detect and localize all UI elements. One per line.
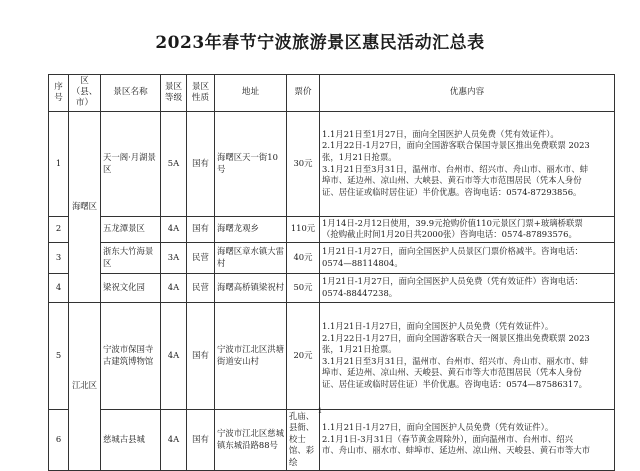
row-num: 2 [49,216,69,242]
district-cell: 海曙区 [69,111,101,302]
scenic-name: 浙东大竹海景区 [101,242,161,273]
benefit-line: 证、居住证或临时居住证）半价优惠。咨询电话：0574—87586317。 [322,378,587,389]
header-address: 地址 [215,75,287,112]
table-row [49,242,615,273]
table-row [49,273,615,302]
ticket-price: 孔庙、县衙、校士馆、彩绘 [287,409,320,470]
benefit-line: 1.1月21日至1月27日，面向全国医护人员免费（凭有效证件）。 [322,128,559,139]
benefit-line: 埠市、延边州、凉山州、天峻县、黄石市等大市范围居民（凭本人身份 [322,367,582,378]
page-number: 1 [317,407,323,415]
table-row [49,216,615,242]
benefit-line: 0574—88114804。 [322,257,403,268]
benefit-line: 张，1月21日抢票。 [322,151,397,162]
benefit-line: 1.1月21日-1月27日，面向全国医护人员免费（凭有效证件）。 [322,320,554,331]
header-num: 序号 [49,75,69,112]
scenic-level: 3A [161,242,187,273]
scenic-address: 宁波市江北区慈城镇东城沿路88号 [215,409,287,470]
benefit-line: 3.1月21日至3月31日，温州市、台州市、绍兴市、舟山市、丽水市、蚌 [322,355,589,366]
benefit-content [320,242,615,273]
benefit-line: 1月21日-1月27日，面向全国医护人员景区门票价格减半。咨询电话： [322,246,583,257]
table-row [49,409,615,470]
scenic-name: 慈城古县城 [101,409,161,470]
benefit-line: 张，1月21日抢票。 [322,344,397,355]
ticket-price: 30元 [287,111,320,216]
benefit-content [320,302,615,409]
benefit-content [320,216,615,242]
scenic-nature: 民营 [187,242,215,273]
header-level: 景区等级 [161,75,187,112]
benefit-line: 市、舟山市、丽水市、蚌埠市、延边州、凉山州、天峻县、黄石市等大市 [322,445,590,456]
ticket-price: 20元 [287,302,320,409]
scenic-address: 海曙龙观乡 [215,216,287,242]
table-row [49,111,615,216]
scenic-level: 4A [161,302,187,409]
benefit-content [320,409,615,470]
benefit-line: 1月14日-2月12日使用，39.9元抢购价值110元景区门票+玻璃桥联票 [322,217,583,228]
scenic-name: 五龙潭景区 [101,216,161,242]
benefit-line: 2.1月22日-1月27日，面向全国游客联合天一阁景区推出免费联票 2023 [322,332,590,343]
table-row [49,302,615,409]
ticket-price: 50元 [287,273,320,302]
scenic-level: 5A [161,111,187,216]
scenic-name: 宁波市保国寺古建筑博物馆 [101,302,161,409]
scenic-address: 海曙区章水镇大雷村 [215,242,287,273]
scenic-level: 4A [161,409,187,470]
scenic-nature: 国有 [187,216,215,242]
benefit-line: 1月21日-1月27日，面向全国医护人员免费（凭有效证件）咨询电话： [322,276,583,287]
scenic-nature: 国有 [187,111,215,216]
scenic-name: 梁祝文化园 [101,273,161,302]
header-district: 区（县、市） [69,75,101,112]
district-cell: 江北区 [69,302,101,470]
header-name: 景区名称 [101,75,161,112]
scenic-level: 4A [161,216,187,242]
benefit-line: （抢购截止时间1月20日共2000张）咨询电话：0574-87893576。 [322,229,577,240]
header-price: 票价 [287,75,320,112]
document-title: 2023年春节宁波旅游景区惠民活动汇总表 [155,33,485,53]
benefit-content [320,273,615,302]
scenic-level: 4A [161,273,187,302]
header-nature: 景区性质 [187,75,215,112]
header-benefit: 优惠内容 [320,75,615,112]
benefit-line: 0574-88447238。 [322,287,398,298]
benefit-content [320,111,615,216]
ticket-price: 110元 [287,216,320,242]
row-num: 6 [49,409,69,470]
ticket-price: 40元 [287,242,320,273]
benefit-line: 2.1月1日-3月31日（春节黄金周除外），面向温州市、台州市、绍兴 [322,433,574,444]
benefit-line: 1.1月21日-1月27日，面向全国医护人员免费（凭有效证件）。 [322,422,554,433]
table-header-row [49,75,615,112]
scenic-nature: 国有 [187,409,215,470]
row-num: 4 [49,273,69,302]
scenic-nature: 国有 [187,302,215,409]
scenic-address: 宁波市江北区洪塘街道安山村 [215,302,287,409]
row-num: 5 [49,302,69,409]
benefit-line: 埠市、延边州、凉山州、大峡县、黄石市等大市范围居民（凭本人身份 [322,175,582,186]
benefit-line: 2.1月22日-1月27日，面向全国游客联合保国寺景区推出免费联票 2023 [322,140,590,151]
benefit-line: 证、居住证或临时居住证）半价优惠。咨询电话：0574-87293856。 [322,186,582,197]
benefit-line: 3.1月21日至3月31日，温州市、台州市、绍兴市、舟山市、丽水市、蚌 [322,163,589,174]
scenic-name: 天一阁·月湖景区 [101,111,161,216]
row-num: 1 [49,111,69,216]
row-num: 3 [49,242,69,273]
scenic-address: 海曙区天一街10号 [215,111,287,216]
scenic-address: 海曙高桥镇梁祝村 [215,273,287,302]
scenic-nature: 民营 [187,273,215,302]
